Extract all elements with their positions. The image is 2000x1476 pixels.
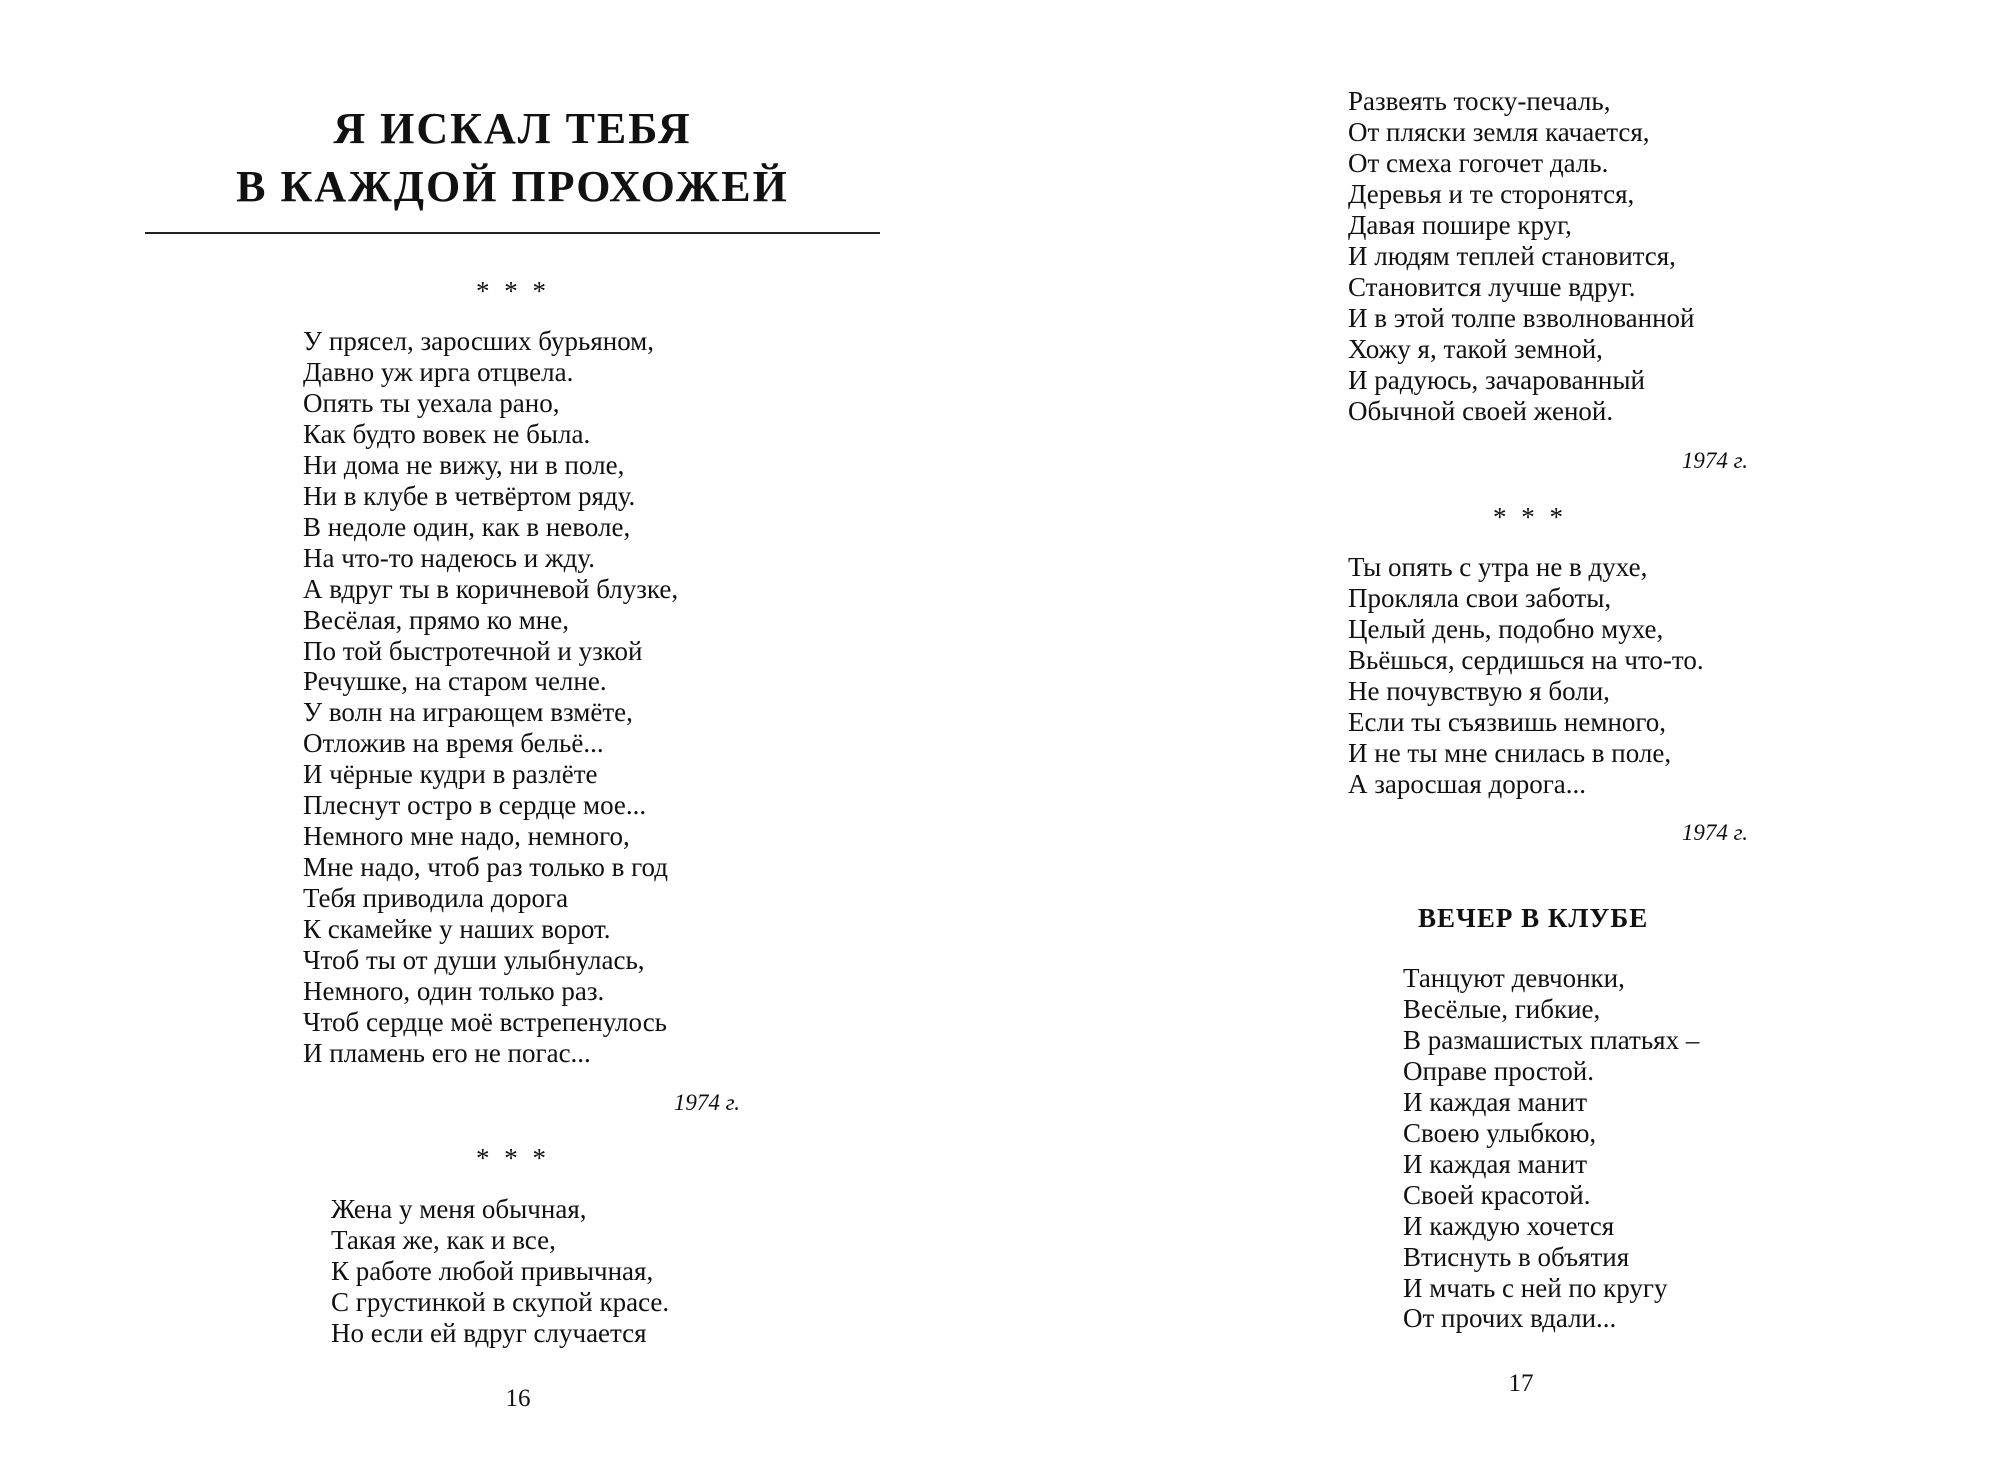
poem-line: И каждая манит	[1403, 1148, 1588, 1179]
poem-line: И чёрные кудри в разлёте	[303, 759, 598, 790]
poem-1-date: 1974 г.	[673, 1090, 740, 1115]
poem-line: Ни дома не вижу, ни в поле,	[303, 449, 625, 480]
chapter-title-line-2: В КАЖДОЙ ПРОХОЖЕЙ	[236, 162, 789, 211]
poem-line: И мчать с ней по кругу	[1403, 1272, 1668, 1303]
poem-line: И в этой толпе взволнованной	[1348, 302, 1695, 333]
poem-line: Как будто вовек не была.	[303, 418, 591, 449]
chapter-title	[145, 100, 880, 216]
poem-line: Отложив на время бельё...	[303, 728, 604, 759]
poem-line: Вьёшься, сердишься на что-то.	[1348, 644, 1704, 675]
poem-3	[1348, 552, 1704, 800]
poem-line: А вдруг ты в коричневой блузке,	[303, 573, 679, 604]
poem-line: К работе любой привычная,	[331, 1255, 654, 1286]
poem-line: И не ты мне снилась в поле,	[1348, 737, 1672, 768]
poem-line: Тебя приводила дорога	[303, 883, 569, 914]
poem-line: Весёлые, гибкие,	[1403, 993, 1601, 1024]
poem-line: Опять ты уехала рано,	[303, 387, 560, 418]
chapter-title-line-1: Я ИСКАЛ ТЕБЯ	[333, 104, 692, 153]
poem-line: Целый день, подобно мухе,	[1348, 613, 1664, 644]
poem-line: А заросшая дорога...	[1348, 768, 1587, 799]
right-page	[1000, 0, 2000, 1476]
poem-line: Прокляла свои заботы,	[1348, 582, 1612, 613]
poem-line: Развеять тоску-печаль,	[1348, 86, 1611, 116]
poem-line: Обычной своей женой.	[1348, 395, 1614, 426]
poem-2-date: 1974 г.	[1681, 448, 1748, 473]
poem-1-marker: * * *	[476, 276, 550, 306]
poem-3-marker: * * *	[1493, 502, 1567, 532]
poem-line: Не почувствую я боли,	[1348, 675, 1610, 706]
poem-line: Становится лучше вдруг.	[1348, 271, 1636, 302]
poem-line: Оправе простой.	[1403, 1055, 1595, 1086]
poem-line: Танцуют девчонки,	[1403, 963, 1625, 993]
poem-line: Немного мне надо, немного,	[303, 821, 630, 852]
page-number-left: 16	[505, 1385, 531, 1412]
poem-line: От прочих вдали...	[1403, 1303, 1617, 1334]
poem-4	[1403, 963, 1699, 1334]
poem-line: В размашистых платьях –	[1403, 1024, 1700, 1055]
poem-line: Втиснуть в объятия	[1403, 1241, 1630, 1272]
poem-line: Своею улыбкою,	[1403, 1117, 1597, 1148]
poem-line: На что-то надеюсь и жду.	[303, 542, 595, 573]
poem-line: С грустинкой в скупой красе.	[331, 1286, 670, 1317]
poem-line: Деревья и те сторонятся,	[1348, 178, 1635, 209]
poem-line: В недоле один, как в неволе,	[303, 511, 631, 542]
poem-line: Чтоб ты от души улыбнулась,	[303, 945, 645, 976]
poem-line: И людям теплей становится,	[1348, 240, 1676, 271]
poem-line: У прясел, заросших бурьяном,	[303, 326, 655, 356]
poem-line: Давно уж ирга отцвела.	[303, 356, 574, 387]
poem-2-marker: * * *	[476, 1143, 550, 1173]
poem-line: И радуюсь, зачарованный	[1348, 364, 1645, 395]
poem-line: И каждая манит	[1403, 1086, 1588, 1117]
poem-line: Если ты съязвишь немного,	[1348, 706, 1667, 737]
poem-line: Ни в клубе в четвёртом ряду.	[303, 480, 636, 511]
poem-line: От пляски земля качается,	[1348, 116, 1650, 147]
poem-line: По той быстротечной и узкой	[303, 635, 643, 666]
poem-line: Немного, один только раз.	[303, 976, 605, 1007]
poem-2-continued	[1348, 86, 1695, 426]
poem-3-date: 1974 г.	[1681, 820, 1748, 845]
poem-2	[331, 1194, 669, 1349]
poem-line: Чтоб сердце моё встрепенулось	[303, 1006, 667, 1037]
poem-line: Мне надо, чтоб раз только в год	[303, 852, 669, 883]
poem-1	[303, 326, 678, 1069]
poem-line: Своей красотой.	[1403, 1179, 1591, 1210]
poem-line: Ты опять с утра не в духе,	[1348, 552, 1648, 582]
poem-line: Давая пошире круг,	[1348, 209, 1572, 240]
poem-line: Хожу я, такой земной,	[1348, 333, 1603, 364]
title-divider	[145, 232, 880, 234]
poem-line: Речушке, на старом челне.	[303, 666, 607, 697]
poem-line: Жена у меня обычная,	[331, 1194, 587, 1224]
poem-line: Весёлая, прямо ко мне,	[303, 604, 569, 635]
poem-line: От смеха гогочет даль.	[1348, 147, 1609, 178]
poem-line: Плеснут остро в сердце мое...	[303, 790, 647, 821]
poem-line: Такая же, как и все,	[331, 1224, 556, 1255]
page-number-right: 17	[1508, 1370, 1534, 1397]
poem-4-title: ВЕЧЕР В КЛУБЕ	[1418, 903, 1649, 933]
poem-line: У волн на играющем взмёте,	[303, 697, 633, 728]
poem-line: Но если ей вдруг случается	[331, 1317, 647, 1348]
poem-line: И пламень его не погас...	[303, 1037, 591, 1068]
poem-line: И каждую хочется	[1403, 1210, 1615, 1241]
poem-line: К скамейке у наших ворот.	[303, 914, 611, 945]
